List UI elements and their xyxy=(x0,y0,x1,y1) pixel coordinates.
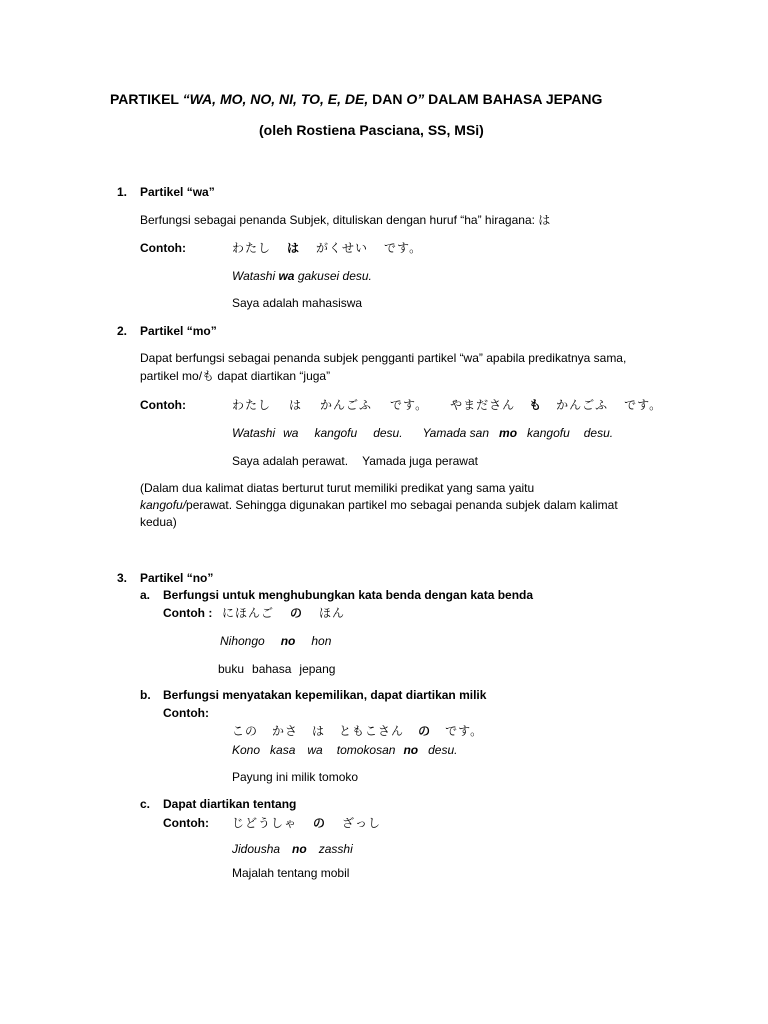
jp-word: です。 xyxy=(384,241,423,255)
section-3a-japanese xyxy=(222,605,345,621)
jp-particle: は xyxy=(287,241,301,255)
jp-word: ほん xyxy=(319,606,346,620)
jp-word: やまださん xyxy=(450,398,516,412)
section-3b-japanese xyxy=(232,723,483,739)
title-suffix: DALAM BAHASA JEPANG xyxy=(424,91,603,107)
jp-word: ざっし xyxy=(342,816,382,830)
romaji-particle: wa xyxy=(307,743,323,757)
section-3b-label: b. xyxy=(140,688,151,702)
romaji-particle: no xyxy=(280,634,296,648)
jp-word: かさ xyxy=(272,724,299,738)
section-2-note-line1: (Dalam dua kalimat diatas berturut turut memiliki predikat yang sama yaitu xyxy=(140,481,535,495)
section-1-heading: Partikel “wa” xyxy=(140,185,215,199)
jp-particle: も xyxy=(529,398,543,412)
section-1-description: Berfungsi sebagai penanda Subjek, dituliskan dengan huruf “ha” hiragana: は xyxy=(140,213,551,227)
section-1-romaji xyxy=(232,268,372,284)
romaji-particle: wa xyxy=(283,426,299,440)
jp-word: にほんご xyxy=(222,606,275,620)
section-3a-contoh-label: Contoh : xyxy=(163,606,213,620)
section-2-japanese xyxy=(232,397,662,413)
romaji-word: Yamada san xyxy=(422,426,490,440)
jp-word: この xyxy=(232,724,259,738)
section-1-number: 1. xyxy=(117,185,128,199)
section-3a-text: Berfungsi untuk menghubungkan kata benda dengan kata benda xyxy=(163,588,534,602)
romaji-word: desu. xyxy=(583,426,614,440)
romaji-particle: no xyxy=(292,842,307,856)
romaji-word: kangofu xyxy=(527,426,570,440)
romaji-word: zasshi xyxy=(318,842,353,856)
romaji-particle: no xyxy=(403,743,419,757)
section-1-japanese xyxy=(232,240,422,256)
title-particles: “WA, MO, NO, NI, TO, E, DE, xyxy=(182,91,369,107)
jp-word: がくせい xyxy=(316,241,369,255)
section-2-description-line2: partikel mo/も dapat diartikan “juga” xyxy=(140,369,331,383)
romaji-word: Watashi xyxy=(232,269,279,283)
romaji-word: hon xyxy=(311,634,332,648)
section-3c-romaji xyxy=(232,841,353,857)
section-3a-romaji xyxy=(220,633,331,649)
romaji-word: tomokosan xyxy=(336,743,396,757)
document-title xyxy=(110,91,602,107)
section-3c-contoh-label: Contoh: xyxy=(163,816,209,830)
meaning-2: Yamada juga perawat xyxy=(362,454,478,468)
section-3a-label: a. xyxy=(140,588,151,602)
note-rest: perawat. Sehingga digunakan partikel mo sebagai penanda subjek dalam kalimat xyxy=(186,498,618,512)
jp-word: です。 xyxy=(624,398,663,412)
romaji-word: Jidousha xyxy=(232,842,281,856)
section-1-contoh-label: Contoh: xyxy=(140,241,186,255)
section-2-meaning xyxy=(232,453,478,469)
jp-particle: の xyxy=(290,606,304,620)
section-2-heading: Partikel “mo” xyxy=(140,324,217,338)
romaji-word: Watashi xyxy=(232,426,276,440)
meaning-word: bahasa xyxy=(252,662,292,676)
romaji-word: Nihongo xyxy=(220,634,265,648)
section-3b-text: Berfungsi menyatakan kepemilikan, dapat diartikan milik xyxy=(163,688,487,702)
jp-word: じどうしゃ xyxy=(232,816,298,830)
jp-word: かんごふ xyxy=(556,398,609,412)
section-3a-meaning xyxy=(218,661,335,677)
title-o: O” xyxy=(406,91,425,107)
section-3b-contoh-label: Contoh: xyxy=(163,706,209,720)
section-2-note-line3: kedua) xyxy=(140,515,177,529)
meaning-word: buku xyxy=(218,662,245,676)
section-1-meaning: Saya adalah mahasiswa xyxy=(232,296,363,310)
jp-word: わたし xyxy=(232,398,272,412)
romaji-word: kangofu xyxy=(314,426,358,440)
section-3b-romaji xyxy=(232,742,457,758)
title-prefix: PARTIKEL xyxy=(110,91,183,107)
section-3-heading: Partikel “no” xyxy=(140,571,214,585)
section-3c-japanese xyxy=(232,815,381,831)
section-2-note-line2 xyxy=(140,497,618,513)
jp-word: ともこさん xyxy=(339,724,405,738)
romaji-word: kasa xyxy=(270,743,296,757)
jp-word: わたし xyxy=(232,241,272,255)
title-dan: DAN xyxy=(368,91,407,107)
document-author: (oleh Rostiena Pasciana, SS, MSi) xyxy=(259,122,484,138)
section-3c-label: c. xyxy=(140,797,151,811)
meaning-word: jepang xyxy=(299,662,336,676)
romaji-particle: wa xyxy=(278,269,295,283)
romaji-word: desu. xyxy=(428,743,458,757)
section-3b-meaning: Payung ini milik tomoko xyxy=(232,770,359,784)
meaning-1: Saya adalah perawat. xyxy=(232,454,349,468)
romaji-particle: mo xyxy=(499,426,518,440)
jp-word: です。 xyxy=(390,398,429,412)
section-2-number: 2. xyxy=(117,324,128,338)
jp-particle: の xyxy=(313,816,327,830)
romaji-word: gakusei desu. xyxy=(294,269,372,283)
jp-word: かんごふ xyxy=(320,398,373,412)
section-3c-meaning: Majalah tentang mobil xyxy=(232,866,350,880)
romaji-word: Kono xyxy=(232,743,261,757)
section-3-number: 3. xyxy=(117,571,128,585)
jp-particle: は xyxy=(289,398,303,412)
jp-particle: は xyxy=(312,724,326,738)
section-2-description-line1: Dapat berfungsi sebagai penanda subjek pengganti partikel “wa” apabila predikatnya sama, xyxy=(140,351,627,365)
section-3c-text: Dapat diartikan tentang xyxy=(163,797,297,811)
section-2-romaji xyxy=(232,425,613,441)
jp-particle: の xyxy=(418,724,432,738)
jp-word: です。 xyxy=(445,724,484,738)
romaji-word: desu. xyxy=(373,426,403,440)
section-2-contoh-label: Contoh: xyxy=(140,398,186,412)
note-italic: kangofu/ xyxy=(140,498,187,512)
